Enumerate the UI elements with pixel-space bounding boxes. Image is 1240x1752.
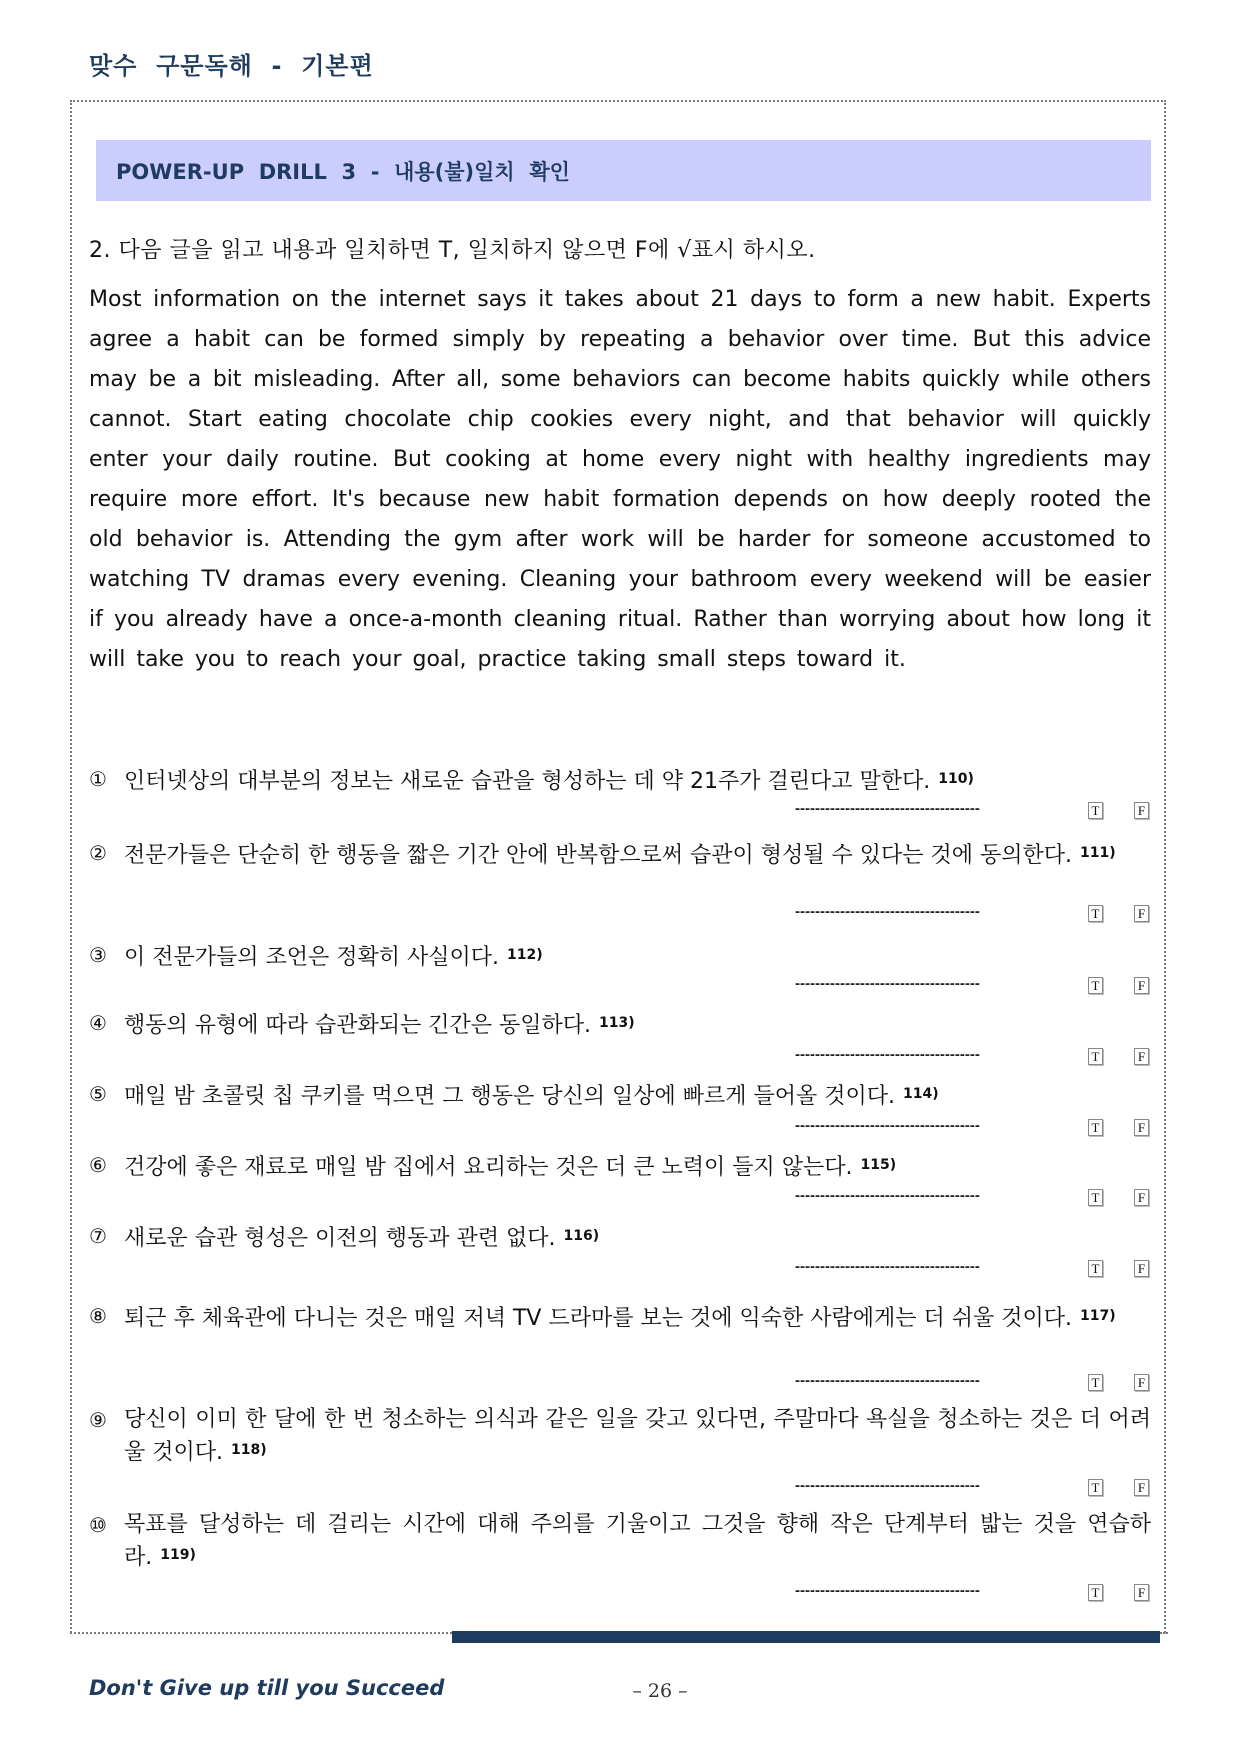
answer-line: ------------------------------------- (795, 975, 980, 992)
question-item-2 (89, 838, 1151, 871)
answer-line: ------------------------------------- (795, 1372, 980, 1389)
answer-row-8 (795, 1374, 1151, 1392)
answer-row-3 (795, 977, 1151, 995)
section-banner (96, 140, 1151, 201)
question-instruction: 2. 다음 글을 읽고 내용과 일치하면 T, 일치하지 않으면 F에 √표시 하시오. (89, 238, 816, 263)
true-checkbox[interactable]: T (1088, 977, 1103, 994)
footer-motto: Don't Give up till you Succeed (89, 1676, 445, 1700)
question-text: 매일 밤 초콜릿 칩 쿠키를 먹으면 그 행동은 당신의 일상에 빠르게 들어올 것이다. (124, 1084, 895, 1109)
question-item-10 (89, 1510, 1151, 1573)
answer-row-6 (795, 1189, 1151, 1207)
true-checkbox[interactable]: T (1088, 1260, 1103, 1277)
question-text: 인터넷상의 대부분의 정보는 새로운 습관을 형성하는 데 약 21주가 걸린다고 말한다. (124, 769, 931, 794)
footnote-ref: 115) (860, 1157, 897, 1173)
true-checkbox[interactable]: T (1088, 1584, 1103, 1601)
footnote-ref: 110) (938, 771, 974, 787)
answer-row-5 (795, 1119, 1151, 1137)
answer-line: ------------------------------------- (795, 1187, 980, 1204)
true-checkbox[interactable]: T (1088, 802, 1103, 819)
false-checkbox[interactable]: F (1134, 1189, 1149, 1206)
page-number: – 26 – (632, 1680, 688, 1702)
question-number: ② (89, 841, 107, 865)
footnote-ref: 119) (160, 1547, 196, 1563)
answer-row-4 (795, 1048, 1151, 1066)
question-item-8 (89, 1301, 1151, 1334)
false-checkbox[interactable]: F (1134, 905, 1149, 922)
question-number: ⑥ (89, 1153, 107, 1177)
answer-row-9 (795, 1479, 1151, 1497)
answer-line: ------------------------------------- (795, 1477, 980, 1494)
answer-line: ------------------------------------- (795, 1258, 980, 1275)
question-item-1 (89, 764, 1151, 797)
false-checkbox[interactable]: F (1134, 1119, 1149, 1136)
question-item-4 (89, 1008, 1151, 1041)
answer-row-7 (795, 1260, 1151, 1278)
footnote-ref: 117) (1079, 1308, 1116, 1324)
false-checkbox[interactable]: F (1134, 1479, 1149, 1496)
question-text: 퇴근 후 체육관에 다니는 것은 매일 저녁 TV 드라마를 보는 것에 익숙한 사람에게는 더 쉬울 것이다. (124, 1306, 1072, 1331)
question-item-5 (89, 1079, 1151, 1112)
false-checkbox[interactable]: F (1134, 802, 1149, 819)
answer-row-1 (795, 802, 1151, 820)
question-text: 목표를 달성하는 데 걸리는 시간에 대해 주의를 기울이고 그것을 향해 작은 단계부터 밟는 것을 연습하라. (124, 1512, 1151, 1570)
question-item-9 (89, 1405, 1151, 1468)
frame-bottom-border-right (1160, 1632, 1168, 1634)
book-title: 맞수 구문독해 - 기본편 (89, 52, 374, 80)
footnote-ref: 114) (902, 1086, 939, 1102)
footnote-ref: 116) (563, 1228, 600, 1244)
answer-row-2 (795, 905, 1151, 923)
footnote-ref: 112) (507, 947, 543, 963)
question-number: ④ (89, 1011, 107, 1035)
question-item-7 (89, 1221, 1151, 1254)
true-checkbox[interactable]: T (1088, 1119, 1103, 1136)
answer-line: ------------------------------------- (795, 1582, 980, 1599)
footnote-ref: 111) (1080, 845, 1116, 861)
section-title: POWER-UP DRILL 3 - 내용(불)일치 확인 (116, 160, 570, 184)
footer-accent-bar (452, 1631, 1160, 1643)
question-text: 전문가들은 단순히 한 행동을 짧은 기간 안에 반복함으로써 습관이 형성될 수 있다는 것에 동의한다. (124, 843, 1072, 868)
frame-bottom-border (70, 1632, 452, 1634)
question-text: 행동의 유형에 따라 습관화되는 긴간은 동일하다. (124, 1013, 592, 1038)
question-number: ⑩ (89, 1513, 107, 1537)
question-text: 건강에 좋은 재료로 매일 밤 집에서 요리하는 것은 더 큰 노력이 들지 않는다. (124, 1155, 853, 1180)
question-number: ⑨ (89, 1408, 107, 1432)
true-checkbox[interactable]: T (1088, 1048, 1103, 1065)
true-checkbox[interactable]: T (1088, 1374, 1103, 1391)
false-checkbox[interactable]: F (1134, 1374, 1149, 1391)
footnote-ref: 113) (599, 1015, 635, 1031)
false-checkbox[interactable]: F (1134, 1260, 1149, 1277)
true-checkbox[interactable]: T (1088, 905, 1103, 922)
reading-passage: Most information on the internet says it takes about 21 days to form a new habit. Experts agree a habit can be formed simply by repeating a behavior over time. But this advice may be a bit misleading. After all, some behaviors can become habits quickly while others cannot. Start eating chocolate chip cookies every night, and that behavior will quickly enter your daily routine. But cooking at home every night with healthy ingredients may require more effort. It's because new habit formation depends on how deeply rooted the old behavior is. Attending the gym after work will be harder for someone accustomed to watching TV dramas every evening. Cleaning your bathroom every weekend will be easier if you already have a once-a-month cleaning ritual. Rather than worrying about how long it will take you to reach your goal, practice taking small steps toward it. (89, 287, 1151, 672)
question-number: ⑤ (89, 1082, 107, 1106)
question-text: 당신이 이미 한 달에 한 번 청소하는 의식과 같은 일을 갖고 있다면, 주말마다 욕실을 청소하는 것은 더 어려울 것이다. (124, 1407, 1151, 1465)
answer-row-10 (795, 1584, 1151, 1602)
answer-line: ------------------------------------- (795, 800, 980, 817)
question-number: ⑦ (89, 1224, 107, 1248)
true-checkbox[interactable]: T (1088, 1479, 1103, 1496)
answer-line: ------------------------------------- (795, 1117, 980, 1134)
footnote-ref: 118) (231, 1442, 267, 1458)
question-item-3 (89, 940, 1151, 973)
question-text: 이 전문가들의 조언은 정확히 사실이다. (124, 945, 499, 970)
answer-line: ------------------------------------- (795, 903, 980, 920)
answer-line: ------------------------------------- (795, 1046, 980, 1063)
question-number: ① (89, 767, 107, 791)
false-checkbox[interactable]: F (1134, 977, 1149, 994)
true-checkbox[interactable]: T (1088, 1189, 1103, 1206)
false-checkbox[interactable]: F (1134, 1048, 1149, 1065)
question-number: ③ (89, 943, 107, 967)
question-item-6 (89, 1150, 1151, 1183)
false-checkbox[interactable]: F (1134, 1584, 1149, 1601)
question-text: 새로운 습관 형성은 이전의 행동과 관련 없다. (124, 1226, 556, 1251)
question-number: ⑧ (89, 1304, 107, 1328)
